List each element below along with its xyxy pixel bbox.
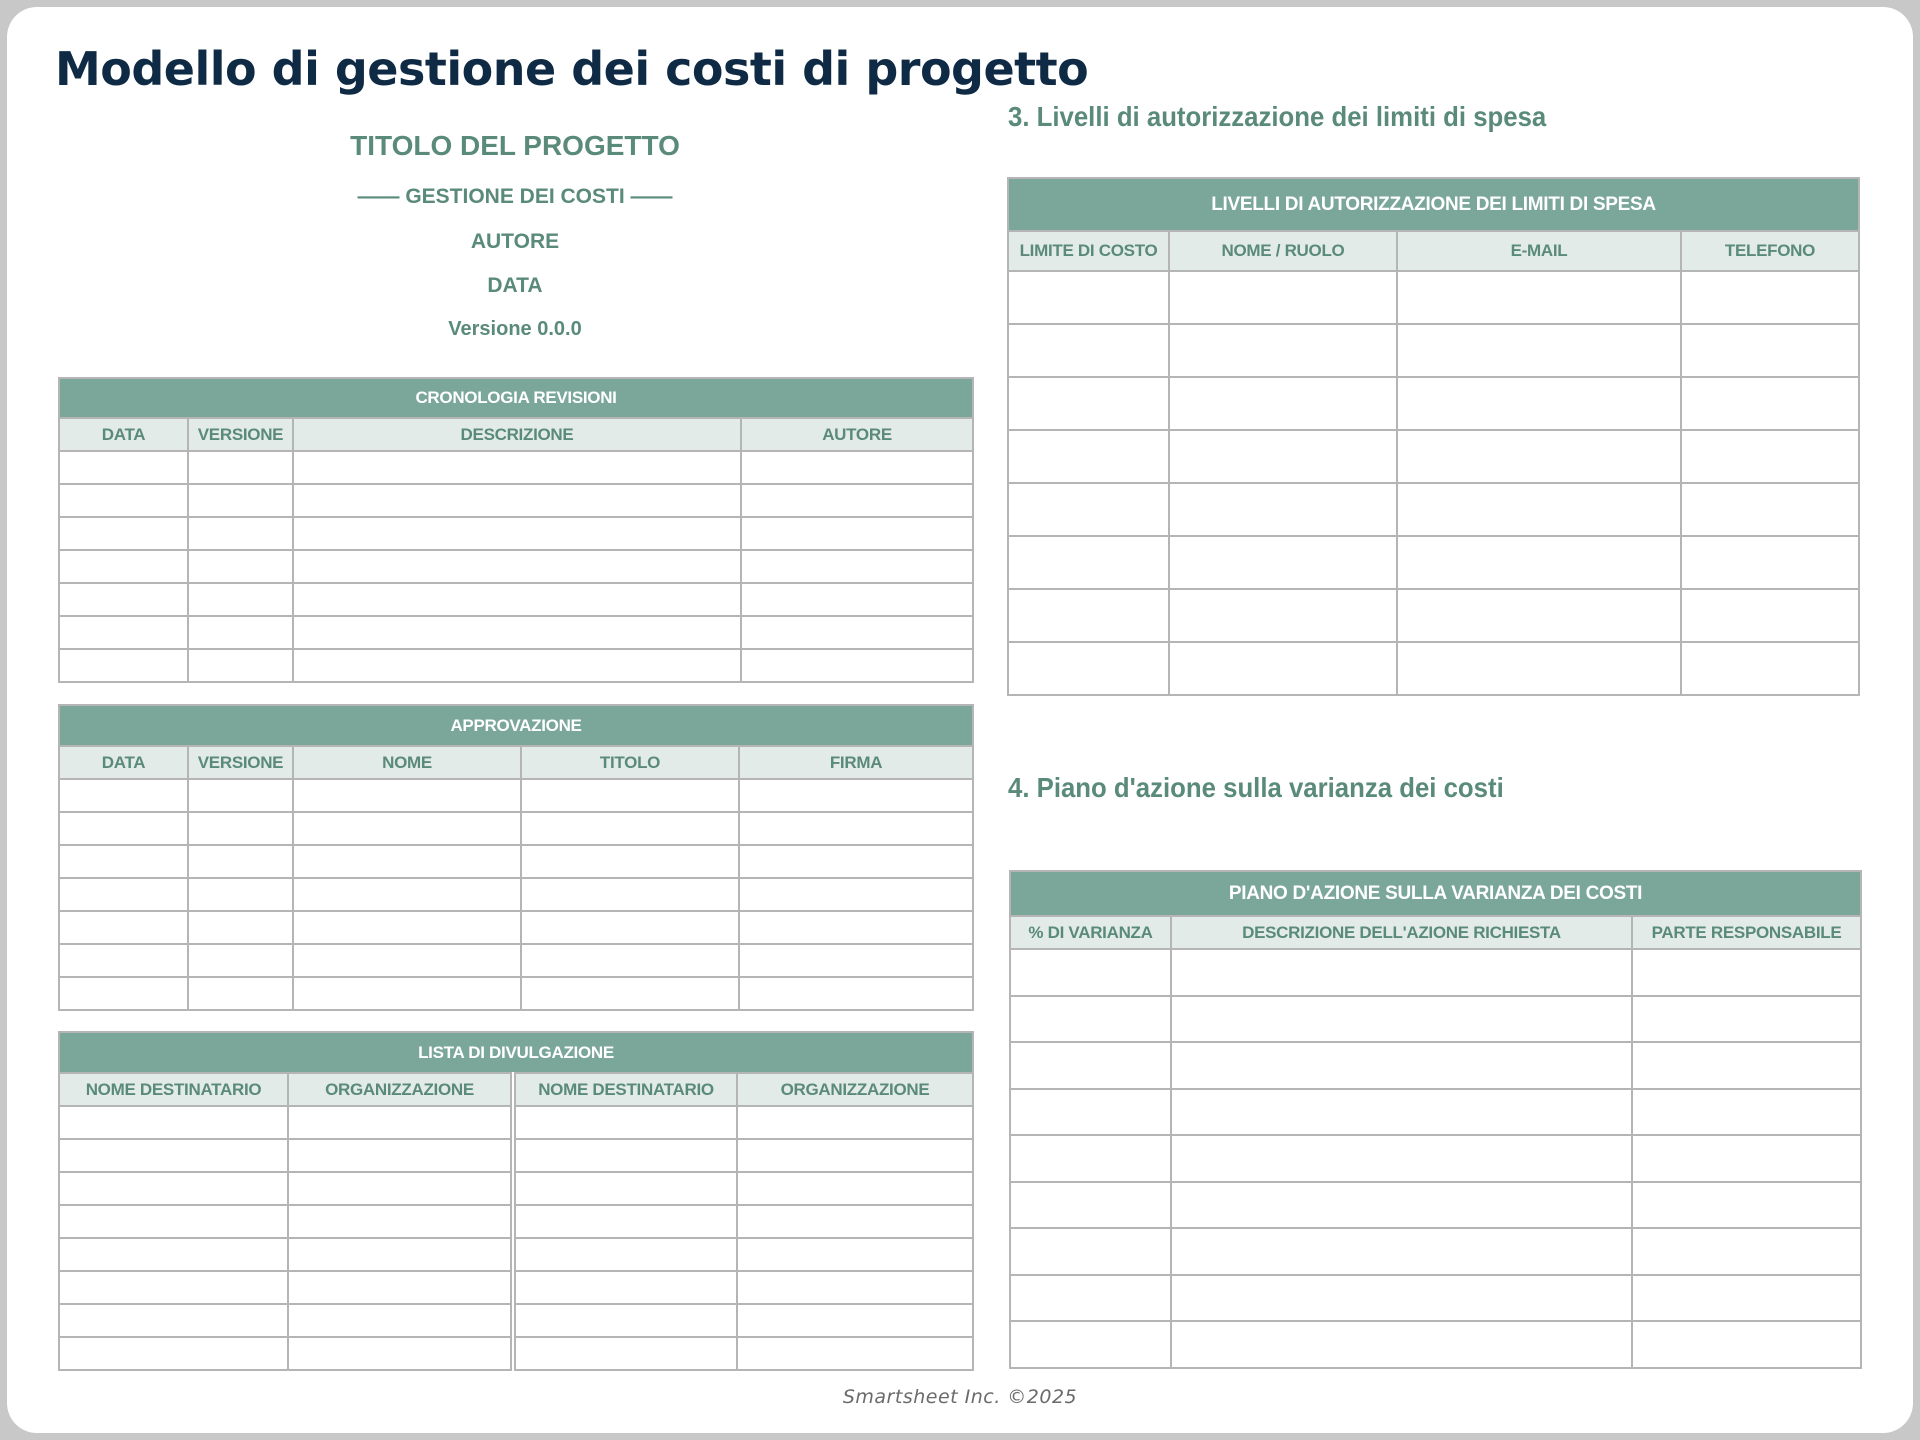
table-cell[interactable] xyxy=(1632,949,1861,996)
table-row xyxy=(1010,1275,1861,1322)
page-title: Modello di gestione dei costi di progetto xyxy=(55,42,1089,96)
table-cell[interactable] xyxy=(1169,483,1397,536)
table-cell[interactable] xyxy=(739,878,973,911)
table-cell[interactable] xyxy=(1010,996,1171,1043)
table-cell[interactable] xyxy=(741,616,973,649)
table-cell[interactable] xyxy=(739,977,973,1010)
table-cell[interactable] xyxy=(513,1139,737,1172)
table-row xyxy=(59,517,973,550)
table-cell[interactable] xyxy=(1397,324,1681,377)
column-header: ORGANIZZAZIONE xyxy=(288,1073,513,1106)
table-row xyxy=(1010,1182,1861,1229)
table-cell[interactable] xyxy=(513,1205,737,1238)
table-cell[interactable] xyxy=(521,812,739,845)
table-cell[interactable] xyxy=(59,451,188,484)
table-cell[interactable] xyxy=(288,1238,513,1271)
table-cell[interactable] xyxy=(1010,949,1171,996)
table-cell[interactable] xyxy=(59,845,188,878)
table-cell[interactable] xyxy=(188,944,293,977)
table-cell[interactable] xyxy=(1681,642,1859,695)
table-cell[interactable] xyxy=(737,1304,973,1337)
table-cell[interactable] xyxy=(1632,1089,1861,1136)
table-cell[interactable] xyxy=(1632,1321,1861,1368)
column-header: DESCRIZIONE xyxy=(293,418,741,451)
table-cell[interactable] xyxy=(1008,536,1169,589)
table-cell[interactable] xyxy=(293,977,521,1010)
column-header: VERSIONE xyxy=(188,746,293,779)
table-cell[interactable] xyxy=(188,812,293,845)
column-header: NOME DESTINATARIO xyxy=(513,1073,737,1106)
table-cell[interactable] xyxy=(59,779,188,812)
table-cell[interactable] xyxy=(741,517,973,550)
table-cell[interactable] xyxy=(1010,1135,1171,1182)
table-cell[interactable] xyxy=(1010,1321,1171,1368)
table-cell[interactable] xyxy=(1171,949,1632,996)
variance-rows xyxy=(1010,949,1861,1368)
table-row xyxy=(59,878,973,911)
table-cell[interactable] xyxy=(59,911,188,944)
table-cell[interactable] xyxy=(1632,996,1861,1043)
column-header: E-MAIL xyxy=(1397,231,1681,271)
table-cell[interactable] xyxy=(1008,377,1169,430)
table-row xyxy=(1010,1042,1861,1089)
table-cell[interactable] xyxy=(59,517,188,550)
table-cell[interactable] xyxy=(739,779,973,812)
table-cell[interactable] xyxy=(1169,642,1397,695)
table-row xyxy=(59,1304,973,1337)
table-cell[interactable] xyxy=(521,911,739,944)
table-cell[interactable] xyxy=(1169,536,1397,589)
table-cell[interactable] xyxy=(288,1139,513,1172)
table-cell[interactable] xyxy=(521,845,739,878)
table-row xyxy=(1010,1321,1861,1368)
footer-copyright: Smartsheet Inc. ©2025 xyxy=(842,1386,1078,1408)
table-cell[interactable] xyxy=(1681,377,1859,430)
table-cell[interactable] xyxy=(1008,642,1169,695)
table-cell[interactable] xyxy=(1397,483,1681,536)
column-header: NOME / RUOLO xyxy=(1169,231,1397,271)
table-cell[interactable] xyxy=(1681,430,1859,483)
table-cell[interactable] xyxy=(59,944,188,977)
table-cell[interactable] xyxy=(293,583,741,616)
table-cell[interactable] xyxy=(737,1238,973,1271)
table-cell[interactable] xyxy=(1171,1228,1632,1275)
table-cell[interactable] xyxy=(513,1271,737,1304)
table-row xyxy=(59,845,973,878)
table-row xyxy=(1010,949,1861,996)
column-header: TITOLO xyxy=(521,746,739,779)
table-cell[interactable] xyxy=(59,1304,288,1337)
table-cell[interactable] xyxy=(1632,1275,1861,1322)
table-row xyxy=(59,616,973,649)
table-cell[interactable] xyxy=(739,812,973,845)
table-cell[interactable] xyxy=(513,1172,737,1205)
table-cell[interactable] xyxy=(188,616,293,649)
table-cell[interactable] xyxy=(521,878,739,911)
table-cell[interactable] xyxy=(188,583,293,616)
table-cell[interactable] xyxy=(1171,1089,1632,1136)
table-cell[interactable] xyxy=(1008,271,1169,324)
table-cell[interactable] xyxy=(513,1337,737,1370)
table-row xyxy=(1008,589,1859,642)
table-cell[interactable] xyxy=(1397,642,1681,695)
table-cell[interactable] xyxy=(293,911,521,944)
table-row xyxy=(59,911,973,944)
table-cell[interactable] xyxy=(1171,1321,1632,1368)
table-row xyxy=(1008,377,1859,430)
table-row xyxy=(59,977,973,1010)
table-cell[interactable] xyxy=(739,911,973,944)
table-cell[interactable] xyxy=(1397,430,1681,483)
table-row xyxy=(1008,483,1859,536)
spending-authorization-table xyxy=(1007,177,1860,696)
distribution-list-table xyxy=(58,1031,974,1371)
table-cell[interactable] xyxy=(288,1337,513,1370)
table-cell[interactable] xyxy=(521,977,739,1010)
column-header: DATA xyxy=(59,746,188,779)
table-title: LIVELLI DI AUTORIZZAZIONE DEI LIMITI DI SPESA xyxy=(1008,178,1859,231)
table-cell[interactable] xyxy=(188,451,293,484)
table-title: LISTA DI DIVULGAZIONE xyxy=(59,1032,973,1073)
table-cell[interactable] xyxy=(1008,430,1169,483)
table-cell[interactable] xyxy=(59,1205,288,1238)
section-4-heading: 4. Piano d'azione sulla varianza dei costi xyxy=(1008,772,1504,803)
column-header: TELEFONO xyxy=(1681,231,1859,271)
table-row xyxy=(1008,536,1859,589)
table-cell[interactable] xyxy=(1681,589,1859,642)
approval-rows xyxy=(59,779,973,1010)
table-row xyxy=(59,1337,973,1370)
table-cell[interactable] xyxy=(513,1304,737,1337)
table-cell[interactable] xyxy=(293,878,521,911)
table-row xyxy=(1010,1135,1861,1182)
table-cell[interactable] xyxy=(1681,483,1859,536)
table-cell[interactable] xyxy=(1632,1228,1861,1275)
project-title[interactable]: TITOLO DEL PROGETTO xyxy=(350,130,680,161)
table-cell[interactable] xyxy=(1681,324,1859,377)
column-header: ORGANIZZAZIONE xyxy=(737,1073,973,1106)
table-cell[interactable] xyxy=(293,944,521,977)
table-cell[interactable] xyxy=(1010,1089,1171,1136)
table-row xyxy=(59,1205,973,1238)
column-header: NOME DESTINATARIO xyxy=(59,1073,288,1106)
table-cell[interactable] xyxy=(59,1139,288,1172)
table-cell[interactable] xyxy=(737,1205,973,1238)
table-cell[interactable] xyxy=(59,616,188,649)
table-cell[interactable] xyxy=(1169,589,1397,642)
table-cell[interactable] xyxy=(737,1139,973,1172)
authorization-rows xyxy=(1008,271,1859,695)
table-title: CRONOLOGIA REVISIONI xyxy=(59,378,973,418)
table-cell[interactable] xyxy=(293,451,741,484)
cost-variance-plan-table xyxy=(1009,870,1862,1369)
table-cell[interactable] xyxy=(737,1271,973,1304)
table-cell[interactable] xyxy=(1171,996,1632,1043)
table-cell[interactable] xyxy=(188,911,293,944)
revision-rows xyxy=(59,451,973,682)
table-cell[interactable] xyxy=(59,1337,288,1370)
table-cell[interactable] xyxy=(59,583,188,616)
table-cell[interactable] xyxy=(293,550,741,583)
table-cell[interactable] xyxy=(293,517,741,550)
column-header: DATA xyxy=(59,418,188,451)
column-header: PARTE RESPONSABILE xyxy=(1632,916,1861,949)
distribution-rows xyxy=(59,1106,973,1370)
table-cell[interactable] xyxy=(293,779,521,812)
table-cell[interactable] xyxy=(1171,1182,1632,1229)
version-field[interactable]: Versione 0.0.0 xyxy=(448,318,582,340)
table-cell[interactable] xyxy=(188,550,293,583)
table-cell[interactable] xyxy=(288,1304,513,1337)
table-cell[interactable] xyxy=(741,550,973,583)
table-cell[interactable] xyxy=(188,878,293,911)
table-cell[interactable] xyxy=(188,779,293,812)
table-row xyxy=(59,812,973,845)
table-row xyxy=(59,1106,973,1139)
table-row xyxy=(59,1238,973,1271)
table-row xyxy=(59,583,973,616)
table-row xyxy=(1010,1228,1861,1275)
table-cell[interactable] xyxy=(1397,589,1681,642)
date-field[interactable]: DATA xyxy=(487,274,543,297)
table-cell[interactable] xyxy=(1010,1182,1171,1229)
table-row xyxy=(59,1172,973,1205)
table-cell[interactable] xyxy=(288,1205,513,1238)
column-header: NOME xyxy=(293,746,521,779)
table-row xyxy=(59,1139,973,1172)
table-cell[interactable] xyxy=(59,1238,288,1271)
table-title: PIANO D'AZIONE SULLA VARIANZA DEI COSTI xyxy=(1010,871,1861,916)
table-cell[interactable] xyxy=(288,1172,513,1205)
table-cell[interactable] xyxy=(1681,536,1859,589)
table-cell[interactable] xyxy=(1010,1275,1171,1322)
column-header: FIRMA xyxy=(739,746,973,779)
table-row xyxy=(1008,642,1859,695)
author-field[interactable]: AUTORE xyxy=(470,230,560,253)
table-row xyxy=(59,484,973,517)
table-cell[interactable] xyxy=(521,944,739,977)
table-cell[interactable] xyxy=(737,1106,973,1139)
table-cell[interactable] xyxy=(1171,1275,1632,1322)
table-row xyxy=(1008,271,1859,324)
table-cell[interactable] xyxy=(741,484,973,517)
table-row xyxy=(59,779,973,812)
table-cell[interactable] xyxy=(513,1238,737,1271)
table-row xyxy=(1010,996,1861,1043)
table-cell[interactable] xyxy=(59,649,188,682)
table-cell[interactable] xyxy=(188,977,293,1010)
table-cell[interactable] xyxy=(1171,1042,1632,1089)
table-cell[interactable] xyxy=(1169,430,1397,483)
table-cell[interactable] xyxy=(741,583,973,616)
table-cell[interactable] xyxy=(293,616,741,649)
table-cell[interactable] xyxy=(1171,1135,1632,1182)
table-cell[interactable] xyxy=(1010,1042,1171,1089)
table-cell[interactable] xyxy=(59,1172,288,1205)
table-row xyxy=(1010,1089,1861,1136)
table-cell[interactable] xyxy=(59,878,188,911)
table-cell[interactable] xyxy=(521,779,739,812)
table-cell[interactable] xyxy=(1169,271,1397,324)
table-cell[interactable] xyxy=(1681,271,1859,324)
table-row xyxy=(59,550,973,583)
table-cell[interactable] xyxy=(737,1172,973,1205)
table-cell[interactable] xyxy=(1010,1228,1171,1275)
table-cell[interactable] xyxy=(293,484,741,517)
table-row xyxy=(59,1271,973,1304)
table-cell[interactable] xyxy=(293,845,521,878)
table-cell[interactable] xyxy=(188,517,293,550)
table-cell[interactable] xyxy=(293,649,741,682)
revision-history-table xyxy=(58,377,974,683)
table-cell[interactable] xyxy=(739,845,973,878)
section-3-heading: 3. Livelli di autorizzazione dei limiti di spesa xyxy=(1008,101,1547,132)
table-row xyxy=(59,451,973,484)
table-cell[interactable] xyxy=(1632,1042,1861,1089)
table-cell[interactable] xyxy=(741,649,973,682)
table-cell[interactable] xyxy=(741,451,973,484)
table-cell[interactable] xyxy=(1008,324,1169,377)
table-cell[interactable] xyxy=(1632,1135,1861,1182)
table-cell[interactable] xyxy=(1169,377,1397,430)
column-header: AUTORE xyxy=(741,418,973,451)
table-cell[interactable] xyxy=(513,1106,737,1139)
column-header: % DI VARIANZA xyxy=(1010,916,1171,949)
table-row xyxy=(59,649,973,682)
cost-management-subtitle: —— GESTIONE DEI COSTI —— xyxy=(357,185,673,208)
table-cell[interactable] xyxy=(188,649,293,682)
column-header: VERSIONE xyxy=(188,418,293,451)
table-cell[interactable] xyxy=(1008,589,1169,642)
table-row xyxy=(1008,430,1859,483)
table-cell[interactable] xyxy=(1397,271,1681,324)
table-row xyxy=(1008,324,1859,377)
column-header: DESCRIZIONE DELL'AZIONE RICHIESTA xyxy=(1171,916,1632,949)
table-cell[interactable] xyxy=(59,812,188,845)
table-row xyxy=(59,944,973,977)
table-cell[interactable] xyxy=(1397,377,1681,430)
table-cell[interactable] xyxy=(293,812,521,845)
table-cell[interactable] xyxy=(288,1106,513,1139)
table-cell[interactable] xyxy=(1397,536,1681,589)
table-cell[interactable] xyxy=(1632,1182,1861,1229)
table-cell[interactable] xyxy=(288,1271,513,1304)
table-cell[interactable] xyxy=(59,484,188,517)
table-cell[interactable] xyxy=(188,484,293,517)
table-cell[interactable] xyxy=(737,1337,973,1370)
table-cell[interactable] xyxy=(59,550,188,583)
table-cell[interactable] xyxy=(739,944,973,977)
table-cell[interactable] xyxy=(188,845,293,878)
table-cell[interactable] xyxy=(1169,324,1397,377)
table-title: APPROVAZIONE xyxy=(59,705,973,746)
table-cell[interactable] xyxy=(59,1106,288,1139)
approval-table xyxy=(58,704,974,1011)
table-cell[interactable] xyxy=(59,1271,288,1304)
table-cell[interactable] xyxy=(1008,483,1169,536)
column-header: LIMITE DI COSTO xyxy=(1008,231,1169,271)
table-cell[interactable] xyxy=(59,977,188,1010)
